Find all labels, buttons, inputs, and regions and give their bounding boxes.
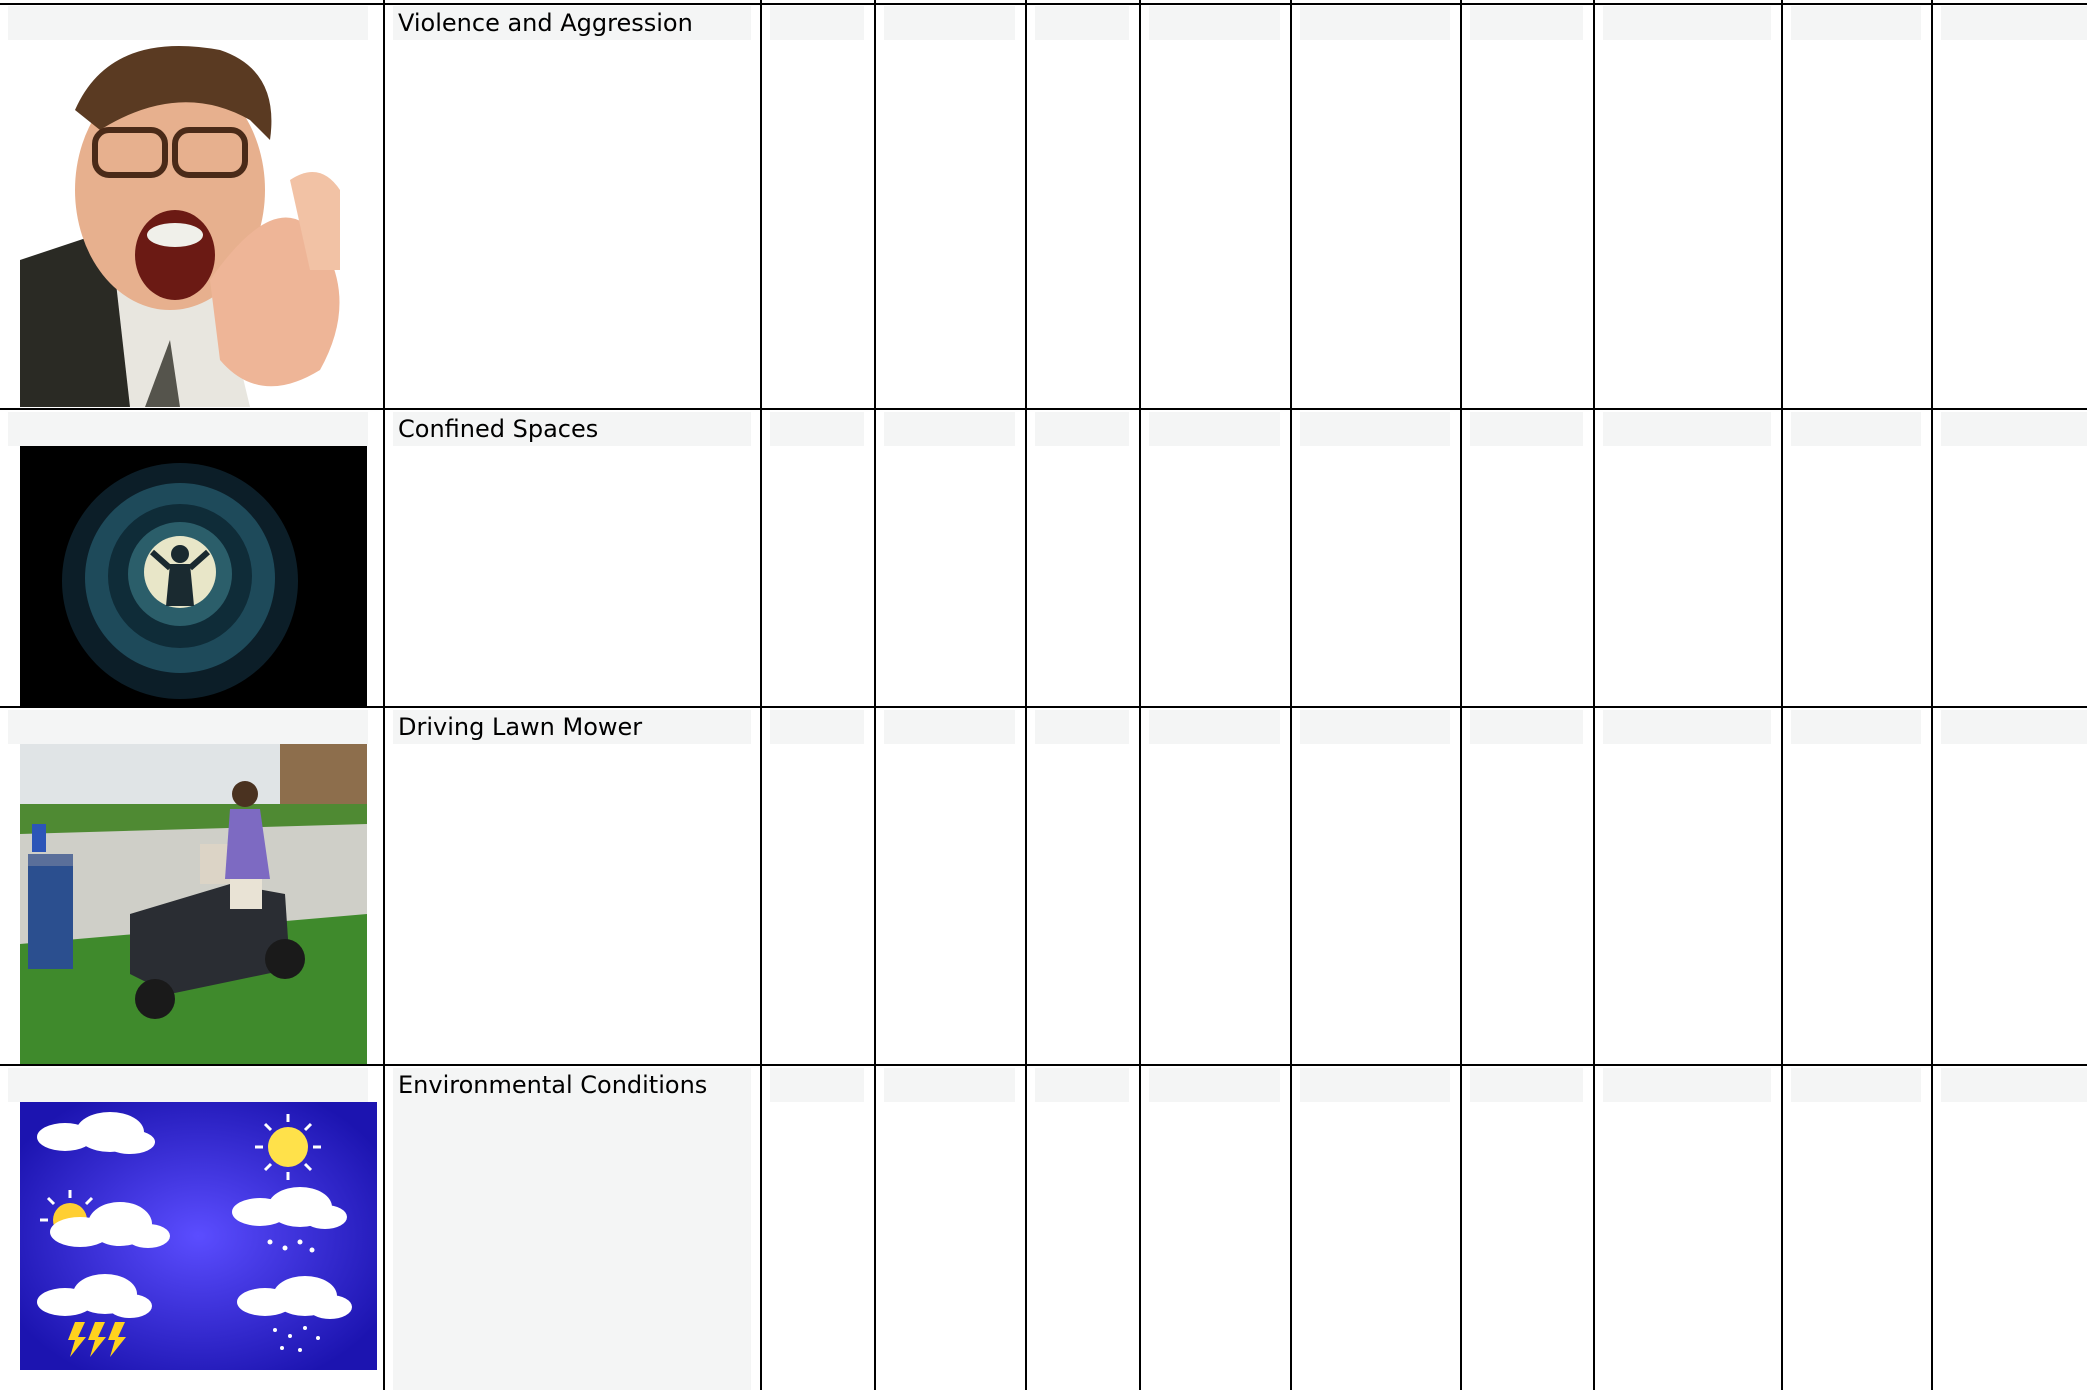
row-divider [0, 706, 2087, 708]
woman-on-riding-mower-photo [20, 744, 367, 1064]
column-divider [1290, 0, 1292, 1390]
weather-symbols-clipart [20, 1102, 377, 1370]
row-divider [0, 1064, 2087, 1066]
column-divider [760, 0, 762, 1390]
column-divider [1781, 0, 1783, 1390]
angry-man-pointing-photo [20, 40, 359, 407]
hazard-label: Environmental Conditions [398, 1071, 708, 1099]
column-divider [1931, 0, 1933, 1390]
hazard-label: Confined Spaces [398, 415, 599, 443]
column-divider [874, 0, 876, 1390]
person-in-tunnel-photo [20, 446, 367, 706]
column-divider [1139, 0, 1141, 1390]
hazard-label: Violence and Aggression [398, 9, 693, 37]
hazard-label: Driving Lawn Mower [398, 713, 643, 741]
column-divider [1593, 0, 1595, 1390]
column-divider [383, 0, 385, 1390]
row-divider [0, 3, 2087, 5]
column-divider [1025, 0, 1027, 1390]
row-divider [0, 408, 2087, 410]
column-divider [1460, 0, 1462, 1390]
